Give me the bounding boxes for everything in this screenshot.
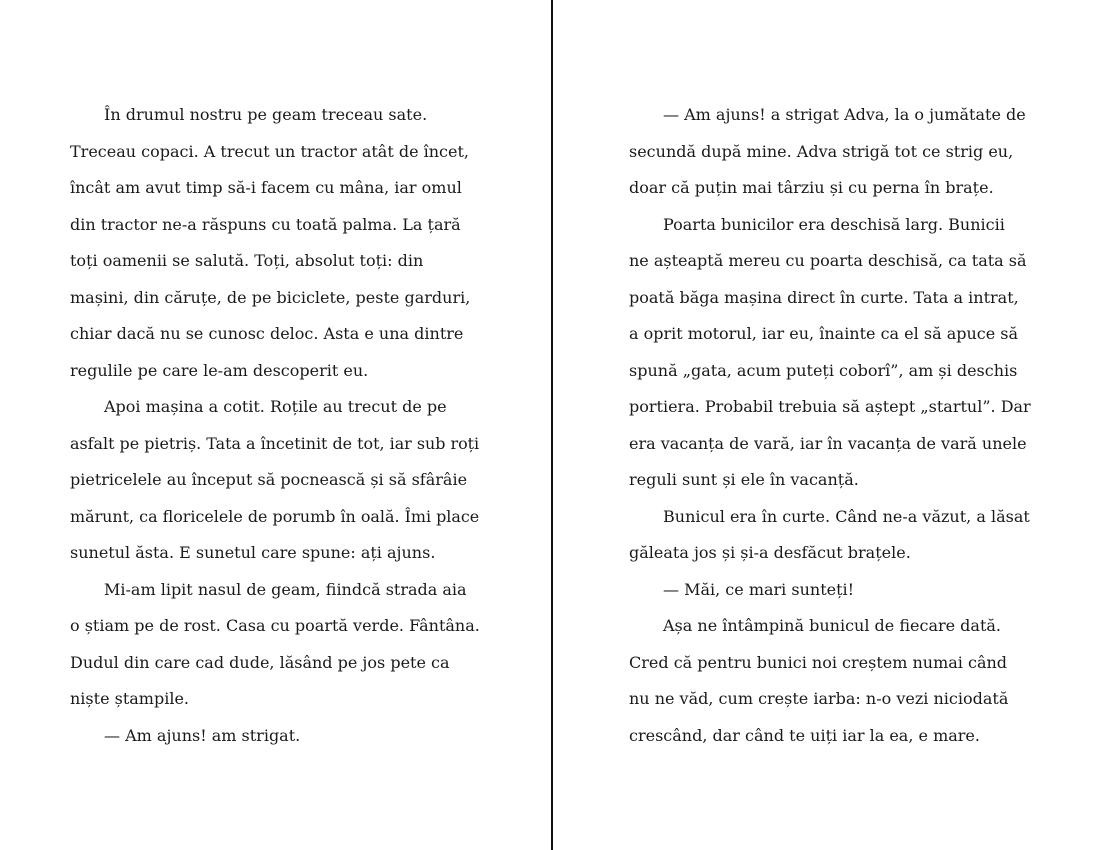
left-page [70, 97, 480, 754]
text-line: poată băga mașina direct în curte. Tata a intrat, [629, 287, 1019, 307]
text-line: din tractor ne-a răspuns cu toată palma. La țară [70, 214, 461, 234]
text-line: toți oamenii se salută. Toți, absolut toți: din [70, 251, 424, 270]
text-line: Bunicul era în curte. Când ne-a văzut, a lăsat [663, 506, 1030, 526]
text-line: spună „gata, acum puteți coborî”, am și deschis [629, 360, 1018, 380]
text-line: asfalt pe pietriș. Tata a încetinit de tot, iar sub roți [70, 433, 480, 453]
text-line: încât am avut timp să-i facem cu mâna, iar omul [70, 178, 462, 197]
text-line: o știam pe de rost. Casa cu poartă verde. Fântâna. [70, 616, 480, 635]
text-line: reguli sunt și ele în vacanță. [629, 470, 859, 489]
page-divider [551, 0, 553, 850]
text-line: niște ștampile. [70, 689, 189, 708]
text-line: — Am ajuns! am strigat. [104, 725, 301, 745]
text-line: nu ne văd, cum crește iarba: n-o vezi niciodată [629, 689, 1009, 708]
text-line: mașini, din căruțe, de pe biciclete, peste garduri, [70, 287, 471, 307]
text-line: chiar dacă nu se cunosc deloc. Asta e una dintre [70, 324, 464, 343]
text-line: Așa ne întâmpină bunicul de fiecare dată. [663, 616, 1002, 635]
text-line: pietricelele au început să pocnească și să sfârâie [70, 470, 468, 489]
text-line: Treceau copaci. A trecut un tractor atât de încet, [70, 141, 469, 161]
text-line: secundă după mine. Adva strigă tot ce strig eu, [629, 141, 1014, 161]
text-line: portiera. Probabil trebuia să aștept „startul”. Dar [629, 397, 1031, 416]
text-line: ne așteaptă mereu cu poarta deschisă, ca tata să [629, 251, 1027, 270]
text-line: găleata jos și și-a desfăcut brațele. [629, 543, 911, 562]
text-line: Poarta bunicilor era deschisă larg. Bunicii [663, 214, 1005, 234]
text-line: Mi-am lipit nasul de geam, fiindcă strada aia [104, 579, 467, 599]
text-line: crescând, dar când te uiți iar la ea, e mare. [629, 725, 980, 745]
text-line: doar că puțin mai târziu și cu perna în brațe. [629, 178, 994, 197]
text-line: era vacanța de vară, iar în vacanța de vară unele [629, 433, 1027, 453]
text-line: În drumul nostru pe geam treceau sate. [104, 105, 428, 124]
text-line: — Am ajuns! a strigat Adva, la o jumătate de [663, 105, 1026, 124]
text-line: regulile pe care le-am descoperit eu. [70, 360, 369, 380]
text-line: Cred că pentru bunici noi creștem numai când [629, 652, 1008, 672]
text-line: Apoi mașina a cotit. Roțile au trecut de pe [104, 397, 447, 416]
text-line: a oprit motorul, iar eu, înainte ca el să apuce să [629, 324, 1019, 343]
text-line: sunetul ăsta. E sunetul care spune: ați ajuns. [70, 543, 436, 562]
text-line: Dudul din care cad dude, lăsând pe jos pete ca [70, 652, 450, 672]
text-line: — Măi, ce mari sunteți! [663, 579, 855, 599]
text-line: mărunt, ca floricelele de porumb în oală. Îmi place [70, 506, 480, 526]
right-page [629, 97, 1059, 754]
